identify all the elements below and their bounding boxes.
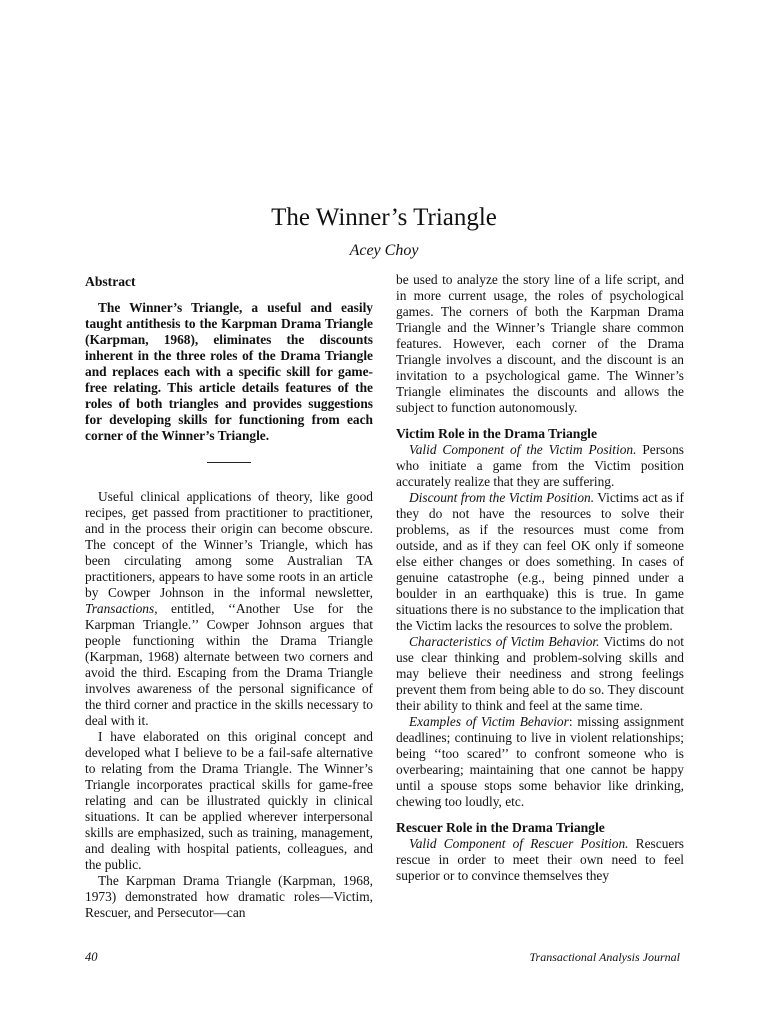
run-in-heading: Valid Component of the Victim Position. [409, 442, 637, 457]
run-in-heading: Examples of Victim Behavior [409, 714, 569, 729]
run-in-heading: Characteristics of Victim Behavior. [409, 634, 600, 649]
victim-examples [396, 714, 684, 810]
rescuer-valid-component [396, 836, 684, 884]
author-name: Acey Choy [349, 242, 419, 259]
left-column [85, 272, 373, 921]
body-paragraph-continued: be used to analyze the story line of a life script, and in more current usage, the roles of psychological games. The corners of both the Karpman Drama Triangle and the Winner’s Triangle share common features. However, each corner of the Drama Triangle involves a discount, and the discount is an invitation to a psychological game. The Winner’s Triangle eliminates the discounts and allows the subject to function autonomously. [396, 272, 684, 415]
page-number: 40 [85, 950, 98, 964]
article-title: The Winner’s Triangle [271, 204, 497, 231]
victim-valid-component [396, 442, 684, 490]
victim-role-heading: Victim Role in the Drama Triangle [396, 426, 597, 441]
text-run: : missing assignment deadlines; continuing to live in violent relationships; being ‘‘too scared’’ to confront someone who is overbearing; maintaining that one cannot be happy until a spouse stops some behavior like drinking, chewing too loudly, etc. [396, 714, 685, 809]
right-column [396, 272, 684, 884]
text-run: Persons who initiate a game from the Victim position accurately realize that they are suffering. [396, 442, 684, 489]
journal-name: Transactional Analysis Journal [529, 950, 680, 964]
abstract-heading: Abstract [85, 274, 136, 289]
text-run: Rescuers rescue in order to meet their own need to feel superior or to convince themselves they [396, 836, 685, 883]
body-paragraph-2: I have elaborated on this original concept and developed what I believe to be a fail-safe alternative to relating from the Drama Triangle. The Winner’s Triangle incorporates practical skills for game-free relating and can be illustrated quickly in clinical situations. It can be applied wherever interpersonal skills are emphasized, such as training, management, and dealing with hospital patients, colleagues, and the public. [85, 729, 373, 872]
text-run: Victims act as if they do not have the resources to solve their problems, as if the resources must come from outside, and as if they can feel OK only if someone else either changes or does something. In cases of genuine catastrophe (e.g., being pinned under a boulder in an earthquake) this is true. In game situations there is no substance to the implication that the Victim lacks the resources to solve the problem. [396, 490, 684, 633]
run-in-heading: Discount from the Victim Position. [409, 490, 595, 505]
abstract-text: The Winner’s Triangle, a useful and easily taught antithesis to the Karpman Drama Triangle (Karpman, 1968), eliminates the discounts inherent in the three roles of the Drama Triangle and replaces each with a specific skill for game-free relating. This article details features of the roles of both triangles and provides suggestions for developing skills for functioning from each corner of the Winner’s Triangle. [85, 300, 373, 443]
text-run: , entitled, ‘‘Another Use for the Karpman Triangle.’’ Cowper Johnson argues that people functioning within the Drama Triangle (Karpman, 1968) alternate between two corners and avoid the third. Escaping from the Drama Triangle involves awareness of the personal significance of the third corner and practice in the skills necessary to deal with it. [85, 601, 373, 728]
text-run: Useful clinical applications of theory, like good recipes, get passed from practitioner to practitioner, and in the process their origin can become obscure. The concept of the Winner’s Triangle, which has been circulating among some Australian TA practitioners, appears to have some roots in an article by Cowper Johnson in the informal newsletter, [85, 489, 373, 600]
victim-characteristics [396, 634, 684, 714]
newsletter-title: Transactions [85, 601, 155, 616]
section-divider [207, 462, 251, 463]
rescuer-role-heading: Rescuer Role in the Drama Triangle [396, 820, 605, 835]
run-in-heading: Valid Component of Rescuer Position. [409, 836, 629, 851]
victim-discount [396, 490, 684, 634]
text-run: Victims do not use clear thinking and problem-solving skills and may believe their neediness and strong feelings prevent them from being able to do so. They discount their ability to think and feel at the same time. [396, 634, 684, 713]
body-paragraph-3: The Karpman Drama Triangle (Karpman, 1968, 1973) demonstrated how dramatic roles—Victim, Rescuer, and Persecutor—can [85, 873, 373, 920]
body-paragraph-1 [85, 489, 373, 729]
